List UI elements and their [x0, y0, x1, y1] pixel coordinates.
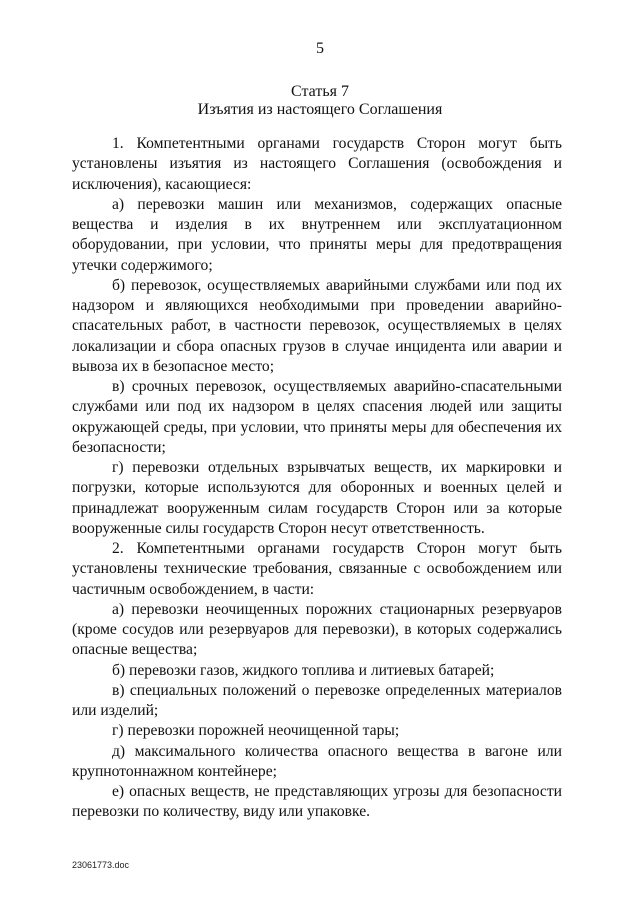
- paragraph-1d: г) перевозки отдельных взрывчатых веществ, их маркировки и погрузки, которые используются для оборонных и военных целей и принадлежат вооруженным силам государств Сторон или за которые вооруженные силы государств Сторон несут ответственность.: [72, 459, 562, 537]
- paragraph-2: 2. Компетентными органами государств Сторон могут быть установлены технические требования, связанные с освобождением или частичным освобождением, в части:: [72, 540, 562, 598]
- paragraph-2f: е) опасных веществ, не представляющих угрозы для безопасности перевозки по количеству, виду или упаковке.: [72, 783, 562, 821]
- page-number: 5: [316, 40, 324, 57]
- paragraph-2b: б) перевозки газов, жидкого топлива и литиевых батарей;: [112, 661, 495, 679]
- paragraph-1: 1. Компетентными органами государств Сторон могут быть установлены изъятия из настоящего Соглашения (освобождения и исключения), касающиеся:: [72, 135, 562, 193]
- article-body: [72, 134, 562, 823]
- paragraph-2a: а) перевозки неочищенных порожних стационарных резервуаров (кроме сосудов или резервуаров для перевозки), в которых содержались опасные вещества;: [72, 600, 562, 659]
- footer-filename: 23061773.doc: [72, 860, 130, 870]
- article-title: Изъятия из настоящего Соглашения: [197, 101, 443, 118]
- paragraph-2c: в) специальных положений о перевозке определенных материалов или изделий;: [72, 681, 562, 719]
- paragraph-2d: г) перевозки порожней неочищенной тары;: [112, 722, 400, 740]
- paragraph-1b: б) перевозок, осуществляемых аварийными службами или под их надзором и являющихся необходимыми при проведении аварийно-спасательных работ, в частности перевозок, осуществляемых в целях локализации и сбора опасных грузов в случае инцидента или аварии и вывоза их в безопасное место;: [72, 276, 562, 375]
- paragraph-1a: а) перевозки машин или механизмов, содержащих опасные вещества и изделия в их внутреннем или эксплуатационном оборудовании, при условии, что приняты меры для предотвращения утечки содержимого;: [72, 195, 562, 274]
- article-number: Статья 7: [291, 83, 349, 100]
- paragraph-2e: д) максимального количества опасного вещества в вагоне или крупнотоннажном контейнере;: [72, 742, 562, 780]
- paragraph-1c: в) срочных перевозок, осуществляемых аварийно-спасательными службами или под их надзором в целях спасения людей или защиты окружающей среды, при условии, что приняты меры для обеспечения их безопасности;: [72, 378, 562, 456]
